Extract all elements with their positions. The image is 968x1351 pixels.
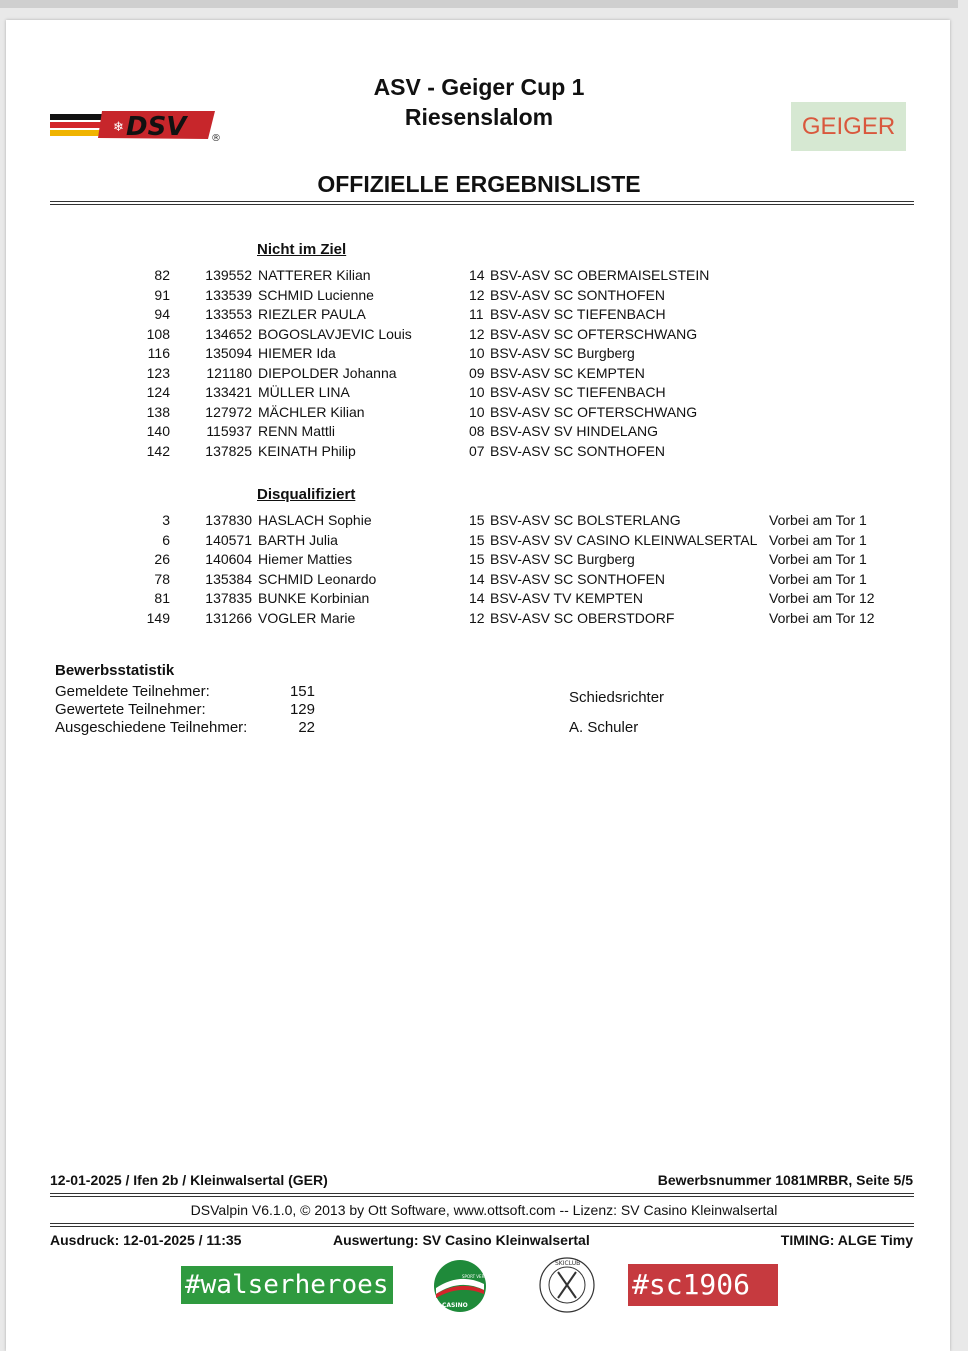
bib-number: 26	[154, 551, 170, 567]
club-name: BSV-ASV SV HINDELANG	[490, 423, 659, 439]
club-name: BSV-ASV SC OFTERSCHWANG	[490, 325, 698, 342]
license-code: 131266	[205, 609, 252, 626]
geiger-logo: GEIGER	[791, 102, 906, 151]
club-name: BSV-ASV SV CASINO KLEINWALSERTAL	[490, 531, 758, 548]
casino-logo-text: CASINO	[442, 1302, 468, 1309]
bib-number: 140	[146, 423, 170, 439]
stat-label: Ausgeschiedene Teilnehmer:	[55, 719, 248, 736]
bib-number: 123	[146, 364, 170, 381]
footer-rule-2	[50, 1196, 914, 1197]
bib-number: 116	[147, 345, 170, 361]
athlete-name: Hiemer Matties	[258, 551, 353, 567]
section-title-dsq: Disqualifiziert	[257, 486, 356, 503]
license-code: 115937	[206, 423, 252, 439]
license-code: 135384	[205, 570, 252, 587]
license-code: 133539	[205, 286, 252, 303]
bib-number: 6	[162, 531, 170, 548]
dsq-reason: Vorbei am Tor 1	[769, 531, 867, 548]
club-name: BSV-ASV SC SONTHOFEN	[490, 570, 666, 587]
viewer-top-bar	[0, 0, 958, 8]
footer-printout: Ausdruck: 12-01-2025 / 11:35	[50, 1232, 242, 1248]
registered-mark: ®	[211, 133, 221, 144]
referee-label: Schiedsrichter	[569, 689, 665, 706]
footer-competition-number: Bewerbsnummer 1081MRBR, Seite 5/5	[657, 1172, 913, 1188]
athlete-name: SCHMID Lucienne	[258, 286, 374, 303]
birth-year: 10	[469, 403, 485, 420]
footer-timing: TIMING: ALGE Timy	[780, 1232, 913, 1248]
table-row	[0, 422, 958, 441]
official-results-heading: OFFIZIELLE ERGEBNISLISTE	[317, 171, 641, 197]
license-code: 127972	[205, 403, 252, 420]
license-code: 137825	[205, 442, 252, 459]
athlete-name: RENN Mattli	[258, 423, 336, 439]
svg-text:❄: ❄	[113, 120, 124, 135]
birth-year: 15	[469, 512, 485, 528]
birth-year: 12	[469, 325, 485, 342]
footer-software-license: DSValpin V6.1.0, © 2013 by Ott Software, www.ottsoft.com -- Lizenz: SV Casino Kleinwalsertal	[190, 1202, 778, 1218]
header-rule-bottom	[50, 204, 914, 205]
table-row	[0, 403, 958, 422]
club-name: BSV-ASV SC SONTHOFEN	[490, 286, 666, 303]
club-name: BSV-ASV SC TIEFENBACH	[490, 384, 666, 400]
club-name: BSV-ASV SC KEMPTEN	[490, 364, 645, 381]
club-name: BSV-ASV TV KEMPTEN	[490, 590, 644, 606]
stat-value: 129	[289, 701, 315, 718]
birth-year: 07	[469, 442, 485, 459]
license-code: 140571	[205, 531, 252, 548]
license-code: 135094	[205, 345, 252, 361]
license-code: 134652	[205, 325, 252, 342]
skiclub-1906-logo	[538, 1256, 596, 1314]
table-row	[0, 286, 958, 305]
footer-rule-3	[50, 1223, 914, 1224]
birth-year: 14	[469, 590, 485, 606]
table-row	[0, 305, 958, 324]
footer-evaluation: Auswertung: SV Casino Kleinwalsertal	[333, 1232, 590, 1248]
license-code: 133553	[205, 306, 252, 322]
footer-rule-4	[50, 1226, 914, 1227]
stat-value: 151	[289, 683, 315, 700]
dsq-reason: Vorbei am Tor 12	[769, 590, 875, 606]
bib-number: 142	[146, 442, 170, 459]
footer-rule-1	[50, 1193, 914, 1194]
athlete-name: DIEPOLDER Johanna	[258, 364, 397, 381]
walserheroes-badge: #walserheroes	[181, 1266, 393, 1304]
birth-year: 14	[469, 267, 485, 283]
athlete-name: VOGLER Marie	[258, 609, 356, 626]
dsv-logo-text: DSV	[126, 112, 187, 142]
event-title: ASV - Geiger Cup 1	[373, 74, 585, 100]
athlete-name: HASLACH Sophie	[258, 512, 372, 528]
birth-year: 12	[469, 286, 485, 303]
header-rule-top	[50, 201, 914, 202]
dsq-reason: Vorbei am Tor 1	[769, 512, 867, 528]
birth-year: 11	[469, 306, 484, 322]
table-row	[0, 364, 958, 383]
birth-year: 10	[469, 384, 485, 400]
table-row	[0, 383, 958, 402]
athlete-name: SCHMID Leonardo	[258, 570, 377, 587]
birth-year: 15	[469, 531, 485, 548]
stat-label: Gemeldete Teilnehmer:	[55, 683, 210, 700]
bib-number: 3	[162, 512, 170, 528]
bib-number: 81	[154, 590, 170, 606]
athlete-name: HIEMER Ida	[258, 345, 336, 361]
table-row	[0, 550, 958, 569]
discipline-title: Riesenslalom	[404, 104, 554, 130]
club-name: BSV-ASV SC Burgberg	[490, 551, 635, 567]
table-row	[0, 531, 958, 550]
athlete-name: RIEZLER PAULA	[258, 306, 366, 322]
license-code: 121180	[206, 364, 252, 381]
table-row	[0, 609, 958, 628]
stats-title: Bewerbsstatistik	[55, 662, 175, 679]
bib-number: 138	[146, 403, 170, 420]
athlete-name: MÜLLER LINA	[258, 384, 350, 400]
birth-year: 12	[469, 609, 485, 626]
stat-value: 22	[298, 719, 315, 736]
bib-number: 94	[154, 306, 170, 322]
club-name: BSV-ASV SC SONTHOFEN	[490, 442, 666, 459]
club-name: BSV-ASV SC OBERSTDORF	[490, 609, 675, 626]
club-name: BSV-ASV SC Burgberg	[490, 345, 635, 361]
table-row	[0, 266, 958, 285]
table-row	[0, 442, 958, 461]
skiclub-logo-text: SKICLUB	[555, 1260, 581, 1267]
table-row	[0, 344, 958, 363]
table-row	[0, 511, 958, 530]
athlete-name: MÄCHLER Kilian	[258, 403, 365, 420]
referee-name: A. Schuler	[569, 719, 639, 736]
sc1906-badge: #sc1906	[628, 1264, 778, 1306]
dsq-reason: Vorbei am Tor 1	[769, 551, 867, 567]
bib-number: 82	[154, 267, 170, 283]
table-row	[0, 570, 958, 589]
athlete-name: BUNKE Korbinian	[258, 590, 370, 606]
table-row	[0, 589, 958, 608]
license-code: 139552	[205, 267, 252, 283]
birth-year: 09	[469, 364, 485, 381]
bib-number: 78	[154, 570, 170, 587]
casino-logo-subtext: SPORT VEREIN	[462, 1274, 492, 1279]
footer-date-location: 12-01-2025 / Ifen 2b / Kleinwalsertal (GER)	[50, 1172, 328, 1188]
club-name: BSV-ASV SC OFTERSCHWANG	[490, 403, 698, 420]
license-code: 137830	[205, 512, 252, 528]
license-code: 137835	[205, 590, 252, 606]
bib-number: 124	[146, 384, 170, 400]
table-row	[0, 325, 958, 344]
stat-label: Gewertete Teilnehmer:	[55, 701, 206, 718]
birth-year: 10	[469, 345, 485, 361]
athlete-name: BOGOSLAVJEVIC Louis	[258, 325, 412, 342]
stat-row-eliminated	[55, 719, 315, 737]
birth-year: 15	[469, 551, 485, 567]
casino-sport-verein-logo	[432, 1258, 492, 1314]
athlete-name: KEINATH Philip	[258, 442, 356, 459]
bib-number: 91	[154, 286, 170, 303]
bib-number: 149	[146, 609, 170, 626]
birth-year: 08	[469, 423, 485, 439]
license-code: 140604	[205, 551, 252, 567]
club-name: BSV-ASV SC OBERMAISELSTEIN	[490, 267, 710, 283]
bib-number: 108	[146, 325, 170, 342]
stat-row-ranked	[55, 701, 315, 719]
stat-row-registered	[55, 683, 315, 701]
license-code: 133421	[205, 384, 252, 400]
athlete-name: BARTH Julia	[258, 531, 338, 548]
section-title-dnf: Nicht im Ziel	[257, 241, 347, 258]
athlete-name: NATTERER Kilian	[258, 267, 371, 283]
dsq-reason: Vorbei am Tor 12	[769, 609, 875, 626]
club-name: BSV-ASV SC BOLSTERLANG	[490, 512, 681, 528]
dsq-reason: Vorbei am Tor 1	[769, 570, 867, 587]
club-name: BSV-ASV SC TIEFENBACH	[490, 306, 666, 322]
birth-year: 14	[469, 570, 485, 587]
